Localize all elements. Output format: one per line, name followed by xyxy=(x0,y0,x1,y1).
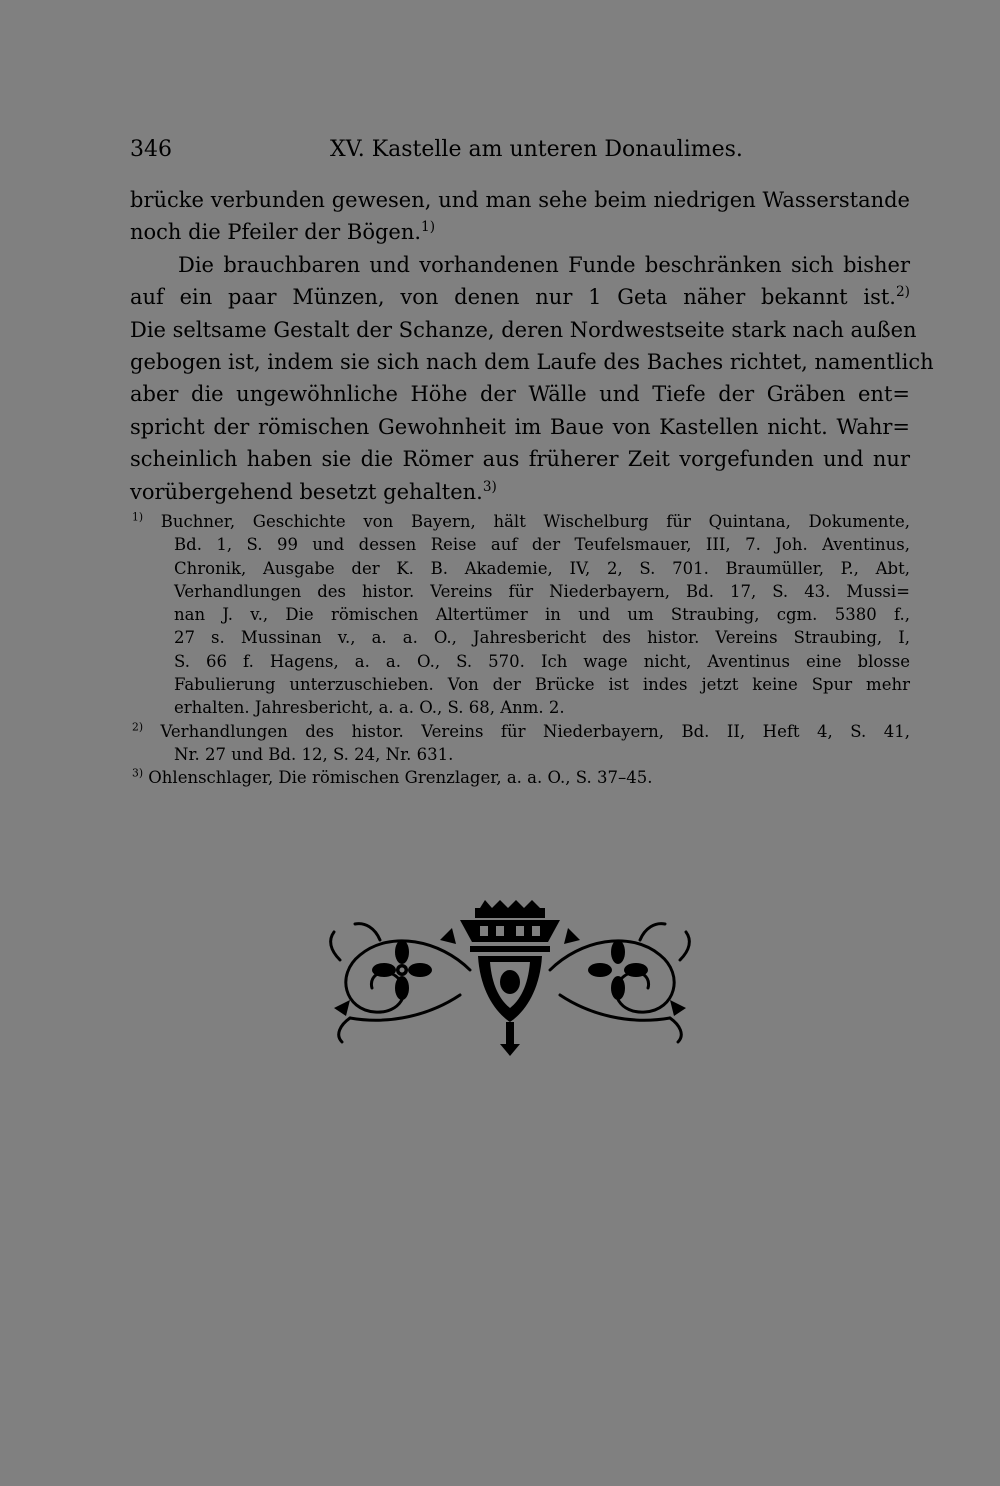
footnote-line: S. 66 f. Hagens, a. a. O., S. 570. Ich wage nicht, Aventinus eine blosse xyxy=(174,651,910,671)
text-line: brücke verbunden gewesen, und man sehe beim niedrigen Wasserstande xyxy=(130,188,910,212)
footnote-line: Verhandlungen des histor. Vereins für Niederbayern, Bd. 17, S. 43. Mussi= xyxy=(174,581,910,601)
text-line: auf ein paar Münzen, von denen nur 1 Geta näher bekannt ist.$^{2)}$ xyxy=(130,284,910,310)
page-header xyxy=(130,132,910,168)
footnote-line: Chronik, Ausgabe der K. B. Akademie, IV, 2, S. 701. Braumüller, P., Abt, xyxy=(174,558,910,578)
text-line: noch die Pfeiler der Bögen.$^{1)}$ xyxy=(130,219,436,245)
text-line: Die seltsame Gestalt der Schanze, deren Nordwestseite stark nach außen xyxy=(130,317,917,342)
footnote-reference: 1) xyxy=(421,219,436,236)
main-text xyxy=(130,184,934,508)
floral-tailpiece-icon xyxy=(320,900,700,1060)
page-number: 346 xyxy=(130,137,172,162)
footnotes xyxy=(132,510,910,790)
running-title: XV. Kastelle am unteren Donaulimes. xyxy=(330,137,743,162)
footnote-2: $^{2)}$ Verhandlungen des histor. Vereins für Niederbayern, Bd. II, Heft 4, S. 41, xyxy=(132,720,910,741)
footnote-mark: 2) xyxy=(132,720,144,734)
footnote-3: $^{3)}$ Ohlenschlager, Die römischen Grenzlager, a. a. O., S. 37–45. xyxy=(132,766,653,788)
footnote-reference: 3) xyxy=(482,478,497,495)
text-line: aber die ungewöhnliche Höhe der Wälle und Tiefe der Gräben ent= xyxy=(130,382,910,407)
footnote-line: Fabulierung unterzuschieben. Von der Brücke ist indes jetzt keine Spur mehr xyxy=(174,675,910,695)
footnote-line: Nr. 27 und Bd. 12, S. 24, Nr. 631. xyxy=(174,744,454,764)
footnote-reference: 2) xyxy=(895,284,910,301)
footnote-line: nan J. v., Die römischen Altertümer in und um Straubing, cgm. 5380 f., xyxy=(174,605,910,625)
footnote-line: Bd. 1, S. 99 und dessen Reise auf der Teufelsmauer, III, 7. Joh. Aventinus, xyxy=(174,535,910,555)
footnote-1: $^{1)}$ Buchner, Geschichte von Bayern, hält Wischelburg für Quintana, Dokumente, xyxy=(132,510,910,531)
footnote-mark: 1) xyxy=(132,510,144,524)
text-line: Die brauchbaren und vorhandenen Funde beschränken sich bisher xyxy=(178,252,910,277)
text-line: vorübergehend besetzt gehalten.$^{3)}$ xyxy=(130,478,497,504)
footnote-mark: 3) xyxy=(132,766,144,780)
text-line: spricht der römischen Gewohnheit im Baue von Kastellen nicht. Wahr= xyxy=(130,414,910,439)
footnote-line: erhalten. Jahresbericht, a. a. O., S. 68, Anm. 2. xyxy=(174,698,565,718)
text-line: gebogen ist, indem sie sich nach dem Laufe des Baches richtet, namentlich xyxy=(130,349,934,374)
footnote-line: 27 s. Mussinan v., a. a. O., Jahresbericht des histor. Vereins Straubing, I, xyxy=(174,628,910,648)
text-line: scheinlich haben sie die Römer aus früherer Zeit vorgefunden und nur xyxy=(130,447,910,472)
